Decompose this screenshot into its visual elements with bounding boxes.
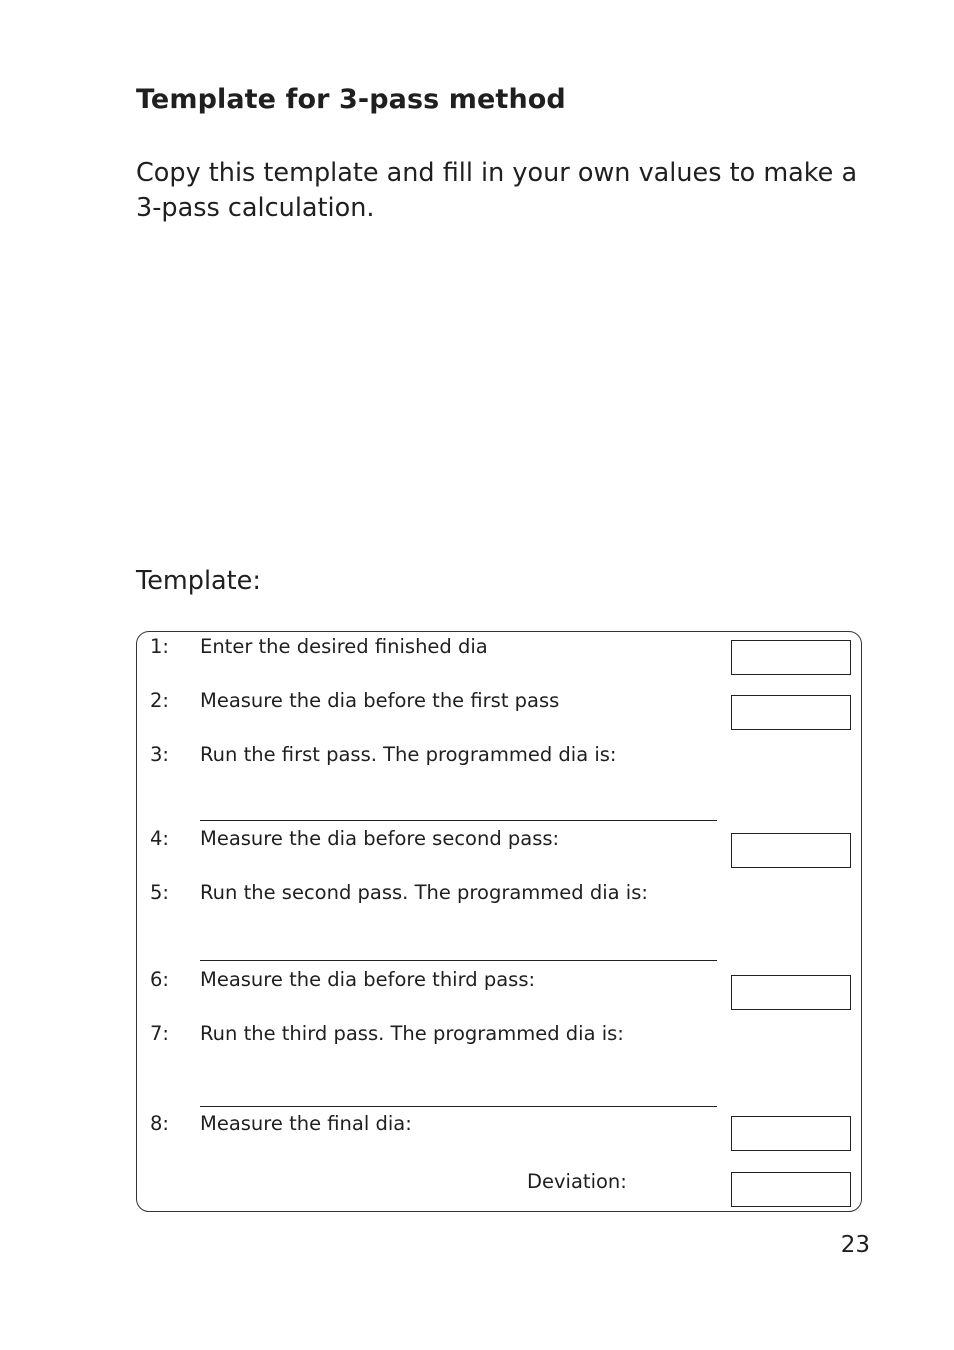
step-1-value-box[interactable] [731, 640, 851, 675]
step-5-write-line[interactable] [200, 960, 717, 961]
step-8-text: Measure the final dia: [200, 1112, 412, 1135]
step-2-text: Measure the dia before the first pass [200, 689, 560, 712]
step-8-value-box[interactable] [731, 1116, 851, 1151]
step-8-number: 8: [150, 1112, 169, 1135]
step-3-text: Run the first pass. The programmed dia is: [200, 743, 617, 766]
step-7-write-line[interactable] [200, 1106, 717, 1107]
page-title: Template for 3-pass method [136, 84, 566, 115]
step-6-value-box[interactable] [731, 975, 851, 1010]
step-4-value-box[interactable] [731, 833, 851, 868]
step-7-number: 7: [150, 1022, 169, 1045]
step-2-number: 2: [150, 689, 169, 712]
step-3-number: 3: [150, 743, 169, 766]
step-4-number: 4: [150, 827, 169, 850]
step-6-text: Measure the dia before third pass: [200, 968, 536, 991]
intro-paragraph: Copy this template and fill in your own values to make a 3-pass calculation. [136, 158, 858, 223]
deviation-label: Deviation: [527, 1170, 627, 1193]
step-7-text: Run the third pass. The programmed dia is: [200, 1022, 624, 1045]
step-1-text: Enter the desired finished dia [200, 635, 488, 658]
step-2-value-box[interactable] [731, 695, 851, 730]
step-6-number: 6: [150, 968, 169, 991]
page-number: 23 [840, 1232, 870, 1258]
template-form [136, 631, 862, 1212]
deviation-value-box[interactable] [731, 1172, 851, 1207]
step-4-text: Measure the dia before second pass: [200, 827, 560, 850]
step-5-text: Run the second pass. The programmed dia is: [200, 881, 648, 904]
step-3-write-line[interactable] [200, 820, 717, 821]
template-label: Template: [136, 566, 261, 596]
step-5-number: 5: [150, 881, 169, 904]
step-1-number: 1: [150, 635, 169, 658]
